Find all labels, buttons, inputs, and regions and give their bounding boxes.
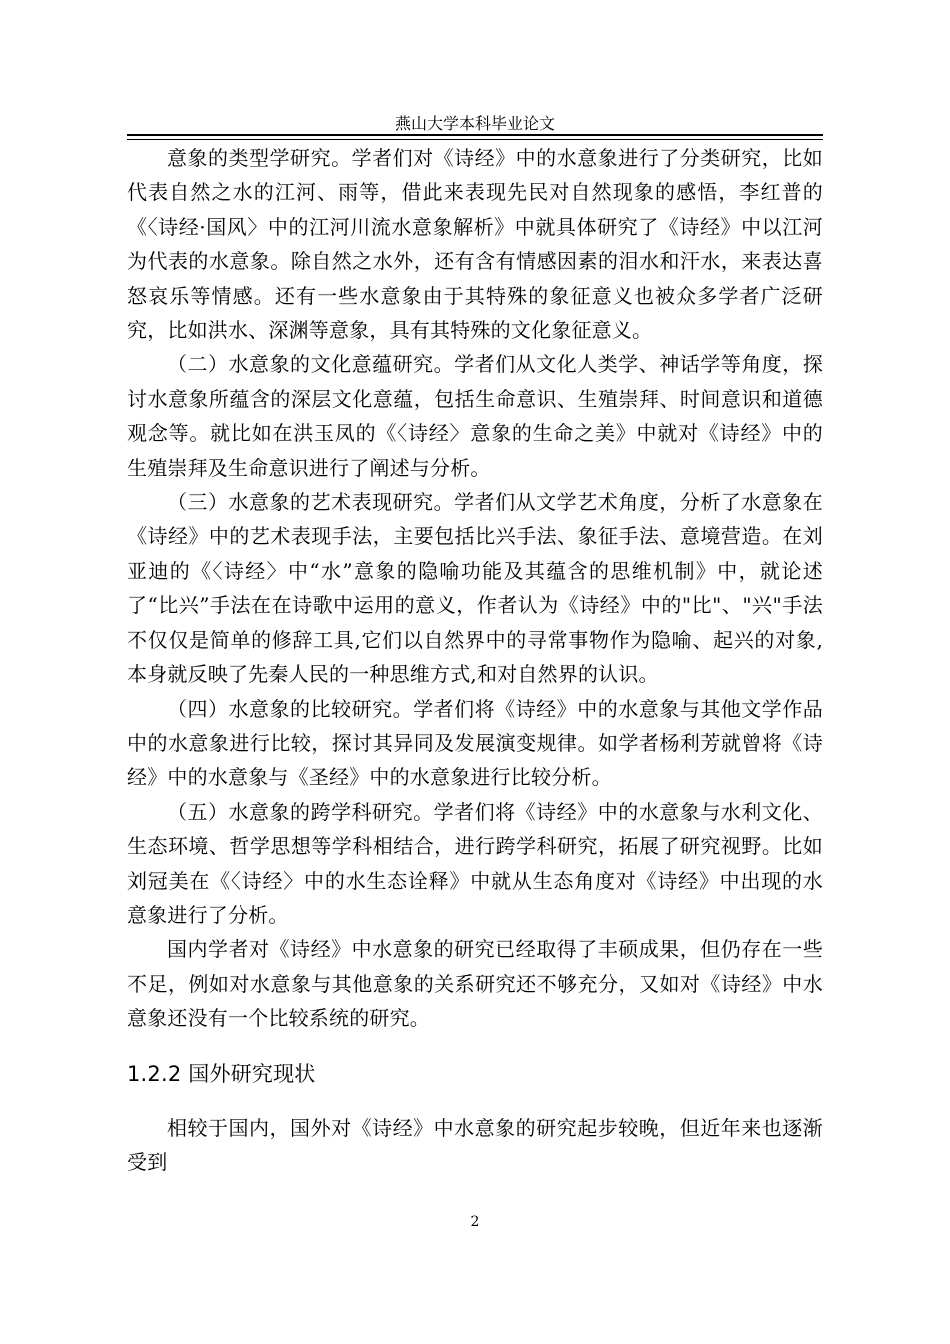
body-paragraph: （五）水意象的跨学科研究。学者们将《诗经》中的水意象与水利文化、生态环境、哲学思想等学科相结合，进行跨学科研究，拓展了研究视野。比如刘冠美在《〈诗经〉中的水生态诠释》中就从生态角度对《诗经》中出现的水意象进行了分析。 [127, 799, 823, 927]
body-paragraph: （二）水意象的文化意蕴研究。学者们从文化人类学、神话学等角度，探讨水意象所蕴含的深层文化意蕴，包括生命意识、生殖崇拜、时间意识和道德观念等。就比如在洪玉凤的《〈诗经〉意象的生命之美》中就对《诗经》中的生殖崇拜及生命意识进行了阐述与分析。 [127, 352, 823, 480]
running-header: 燕山大学本科毕业论文 [394, 114, 555, 133]
header-rule-thin [127, 139, 823, 140]
body-paragraph: （四）水意象的比较研究。学者们将《诗经》中的水意象与其他文学作品中的水意象进行比较，探讨其异同及发展演变规律。如学者杨利芳就曾将《诗经》中的水意象与《圣经》中的水意象进行比较分析。 [127, 696, 823, 790]
section-heading: 1.2.2 国外研究现状 [127, 1061, 316, 1086]
body-paragraph: （三）水意象的艺术表现研究。学者们从文学艺术角度，分析了水意象在《诗经》中的艺术表现手法，主要包括比兴手法、象征手法、意境营造。在刘亚迪的《〈诗经〉中“水”意象的隐喻功能及其蕴含的思维机制》中，就论述了“比兴”手法在在诗歌中运用的意义，作者认为《诗经》中的"比"、"兴"手法不仅仅是简单的修辞工具,它们以自然界中的寻常事物作为隐喻、起兴的对象,本身就反映了先秦人民的一种思维方式,和对自然界的认识。 [127, 490, 823, 687]
header-rule-thick [127, 134, 823, 136]
page-number: 2 [470, 1214, 480, 1230]
body-paragraph: 国内学者对《诗经》中水意象的研究已经取得了丰硕成果，但仍存在一些不足，例如对水意象与其他意象的关系研究还不够充分，又如对《诗经》中水意象还没有一个比较系统的研究。 [127, 937, 823, 1031]
body-paragraph: 相较于国内，国外对《诗经》中水意象的研究起步较晚，但近年来也逐渐受到 [127, 1115, 823, 1174]
page-body [127, 141, 823, 1179]
body-paragraph: 意象的类型学研究。学者们对《诗经》中的水意象进行了分类研究，比如代表自然之水的江河、雨等，借此来表现先民对自然现象的感悟，李红普的《〈诗经·国风〉中的江河川流水意象解析》中就具体研究了《诗经》中以江河为代表的水意象。除自然之水外，还有含有情感因素的泪水和汗水，来表达喜怒哀乐等情感。还有一些水意象由于其特殊的象征意义也被众多学者广泛研究，比如洪水、深渊等意象，具有其特殊的文化象征意义。 [127, 146, 823, 343]
